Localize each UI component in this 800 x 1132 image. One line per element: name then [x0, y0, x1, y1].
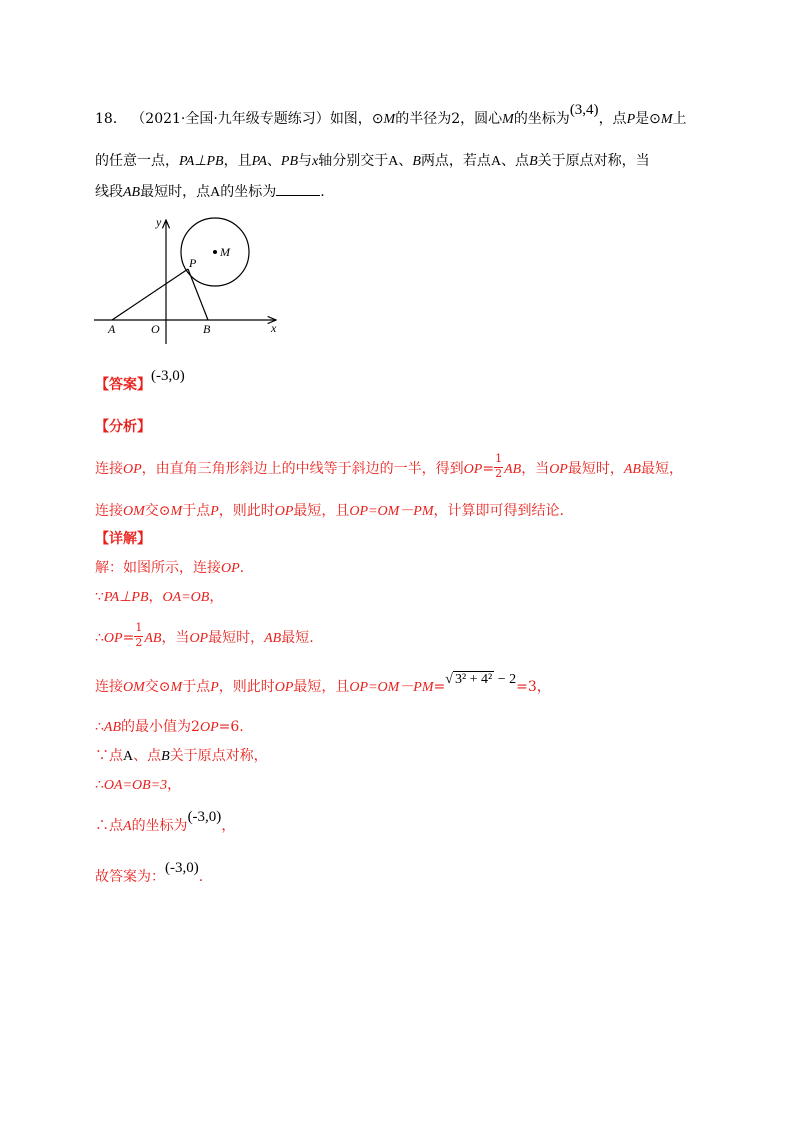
label-o: O	[151, 322, 160, 336]
var-a: A	[123, 819, 132, 834]
detail-line-3	[95, 621, 314, 649]
d2-end: ，	[209, 589, 224, 605]
q1-text: 上	[672, 111, 687, 127]
var-a: A	[210, 185, 221, 200]
var-ab: AB	[123, 185, 141, 200]
var-b: B	[412, 154, 421, 169]
an1-text: 最短，	[640, 461, 683, 477]
equals: =	[482, 461, 495, 477]
because-symbol: ∵	[95, 748, 109, 764]
therefore-symbol: ∴	[95, 818, 109, 834]
q1-text: ，点	[598, 111, 627, 127]
an2-text: 交⊙	[144, 503, 171, 519]
q2-text: 轴分别交于	[318, 153, 389, 169]
perp-expr: PA⊥PB	[103, 590, 149, 605]
d3-text: ，当	[161, 630, 190, 646]
q3-end: .	[320, 184, 325, 200]
q3-text: 最短时，点	[140, 184, 211, 200]
d4-text: 连接	[95, 679, 123, 695]
d5-text: =6.	[218, 719, 244, 735]
q2-sep: 、	[266, 153, 281, 169]
q1-text: 如图，	[329, 111, 372, 127]
var-x: x	[312, 154, 319, 169]
answer-line	[95, 368, 185, 394]
d4-text: ，则此时	[218, 679, 275, 695]
d6-text: 、点	[133, 748, 162, 764]
d1-text: 解：如图所示，连接	[95, 560, 221, 576]
q1-text: 的半径为2，圆心	[395, 111, 503, 127]
d7-end: ，	[167, 777, 182, 793]
equals: =	[122, 630, 135, 646]
frac-den: 2	[135, 636, 143, 649]
analysis-label-line	[95, 416, 151, 436]
d5-text: 的最小值为2	[121, 719, 200, 735]
expr-oa-ob: OA=OB	[162, 590, 210, 605]
q2-text: ，且	[223, 153, 252, 169]
q2-text: 、点	[501, 153, 530, 169]
therefore-symbol: ∴	[95, 777, 104, 793]
q3-text: 线段	[95, 184, 123, 200]
an1-text: 最短时，	[567, 461, 624, 477]
analysis-label: 【分析】	[95, 419, 151, 435]
question-source: （2021·全国·九年级专题练习）	[131, 111, 330, 127]
question-line-3	[95, 181, 325, 201]
d6-text: 关于原点对称，	[169, 748, 268, 764]
var-m: M	[383, 112, 396, 127]
detail-line-9	[95, 860, 204, 886]
sqrt-minus: − 2	[497, 672, 517, 687]
d8-text: 点	[109, 818, 123, 834]
var-op: OP	[199, 720, 219, 735]
d8-end: ，	[221, 818, 236, 834]
q2-sep: 、	[398, 153, 413, 169]
therefore-symbol: ∴	[95, 630, 104, 646]
q2-text: 关于原点对称，当	[537, 153, 650, 169]
q1-text: 的坐标为	[513, 111, 570, 127]
expr-op: OP=OM－PM	[349, 680, 434, 695]
final-answer-coordinate: (-3,0)	[165, 860, 199, 876]
var-ab: AB	[103, 720, 122, 735]
d1-end: .	[239, 560, 245, 576]
d9-text: 故答案为：	[95, 869, 165, 885]
sqrt-inner: 3² + 4²	[454, 672, 493, 687]
q3-text: 的坐标为	[220, 184, 277, 200]
var-m: M	[660, 112, 673, 127]
var-p: P	[626, 112, 636, 127]
var-m: M	[170, 680, 183, 695]
var-b: B	[529, 154, 538, 169]
an2-text: 最短，且	[293, 503, 350, 519]
frac-den: 2	[495, 467, 503, 480]
question-number: 18．	[95, 111, 127, 127]
d4-text: 于点	[182, 679, 211, 695]
detail-label-line	[95, 528, 151, 548]
var-op: OP	[274, 680, 294, 695]
fraction-half	[134, 621, 144, 649]
circle-symbol: ⊙	[371, 112, 384, 127]
an2-text: 连接	[95, 503, 123, 519]
equals: =	[433, 679, 446, 695]
answer-blank	[276, 183, 320, 196]
an1-text: ，当	[521, 461, 550, 477]
detail-label: 【详解】	[95, 531, 151, 547]
an2-text: ，计算即可得到结论.	[433, 503, 564, 519]
var-b: B	[161, 749, 170, 764]
analysis-line-1	[95, 452, 683, 480]
answer-label: 【答案】	[95, 377, 151, 393]
var-a: A	[388, 154, 399, 169]
perp-expr: PA⊥PB	[179, 154, 224, 169]
d3-text: 最短.	[281, 630, 314, 646]
sqrt-expression: √ 3² + 4² − 2	[445, 672, 517, 687]
coordinate-a: (-3,0)	[187, 809, 222, 825]
d6-text: 点	[109, 748, 123, 764]
an2-text: 于点	[182, 503, 211, 519]
var-op: OP	[221, 561, 240, 576]
var-p: P	[210, 504, 219, 519]
q2-text: 的任意一点，	[95, 153, 179, 169]
label-p: P	[189, 256, 197, 270]
var-op: OP	[103, 631, 123, 646]
var-ab: AB	[623, 462, 641, 477]
frac-num: 1	[135, 621, 143, 634]
detail-line-6	[95, 745, 268, 765]
d3-text: 最短时，	[208, 630, 265, 646]
label-m: M	[220, 245, 230, 259]
d8-text: 的坐标为	[131, 818, 188, 834]
label-b: B	[203, 322, 211, 336]
analysis-line-2	[95, 500, 564, 520]
var-ab: AB	[264, 631, 282, 646]
var-a: A	[123, 749, 134, 764]
q2-text: 与	[298, 153, 313, 169]
var-op: OP	[549, 462, 568, 477]
expr-op: OP=OM－PM	[349, 504, 434, 519]
var-pb: PB	[280, 154, 299, 169]
geometry-figure	[90, 208, 300, 353]
var-m: M	[502, 112, 514, 127]
var-ab: AB	[504, 462, 522, 477]
therefore-symbol: ∴	[95, 719, 104, 735]
an1-text: 连接	[95, 461, 123, 477]
label-a: A	[108, 322, 116, 336]
d4-result: =3，	[516, 679, 551, 695]
var-pa: PA	[251, 154, 267, 169]
detail-line-1	[95, 557, 244, 577]
label-y: y	[156, 215, 162, 229]
var-om: OM	[123, 504, 145, 519]
frac-num: 1	[495, 452, 503, 465]
var-p: P	[210, 680, 219, 695]
var-op: OP	[274, 504, 294, 519]
detail-line-5	[95, 716, 244, 736]
question-line-1	[95, 102, 687, 128]
detail-line-2	[95, 586, 223, 606]
detail-line-8	[95, 809, 236, 835]
var-op: OP	[123, 462, 142, 477]
var-m: M	[170, 504, 183, 519]
d2-sep: ，	[148, 589, 163, 605]
fraction-half	[494, 452, 504, 480]
detail-line-4	[95, 672, 551, 696]
var-op: OP	[189, 631, 209, 646]
q1-text: 是	[635, 111, 650, 127]
question-line-2	[95, 150, 650, 170]
segment-pa	[112, 269, 188, 320]
var-a: A	[490, 154, 502, 169]
var-om: OM	[123, 680, 145, 695]
an2-text: ，则此时	[218, 503, 275, 519]
because-symbol: ∵	[95, 589, 104, 605]
circle-symbol: ⊙	[649, 112, 661, 127]
q2-text: 两点，若点	[420, 153, 491, 169]
d4-text: 交⊙	[144, 679, 171, 695]
coordinate-m: (3,4)	[569, 102, 599, 118]
segment-pb	[188, 269, 208, 320]
center-m-dot	[213, 250, 217, 254]
label-x: x	[271, 321, 277, 335]
answer-value: (-3,0)	[151, 368, 185, 384]
expr-oa-ob-3: OA=OB=3	[103, 778, 168, 793]
d4-text: 最短，且	[293, 679, 350, 695]
d9-end: .	[198, 869, 204, 885]
var-ab: AB	[144, 631, 162, 646]
var-op: OP	[463, 462, 483, 477]
an1-text: ，由直角三角形斜边上的中线等于斜边的一半，得到	[141, 461, 464, 477]
detail-line-7	[95, 774, 181, 794]
